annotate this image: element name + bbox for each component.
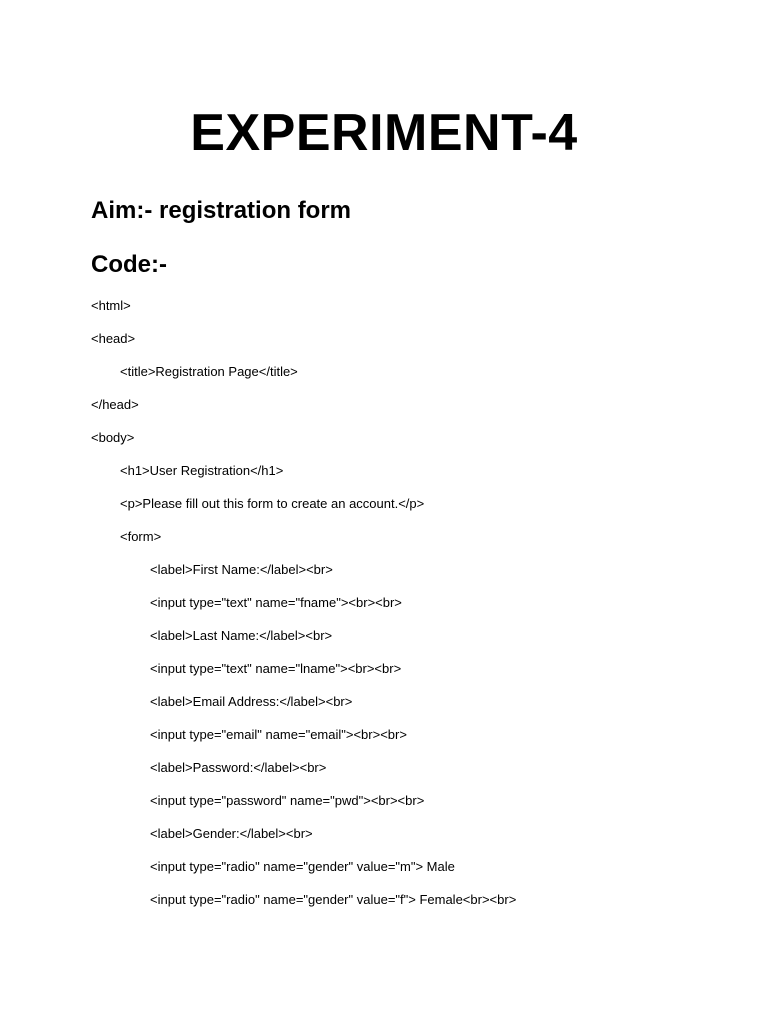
code-line: <label>Email Address:</label><br> xyxy=(150,694,353,709)
aim-text: registration form xyxy=(159,197,352,224)
code-line: <label>Last Name:</label><br> xyxy=(150,628,333,643)
code-line: <input type="text" name="lname"><br><br> xyxy=(150,661,402,676)
code-line: <label>Gender:</label><br> xyxy=(150,826,313,841)
code-line: <input type="radio" name="gender" value="f"> Female<br><br> xyxy=(150,892,517,907)
code-line: <body> xyxy=(91,430,135,445)
code-line: <label>First Name:</label><br> xyxy=(150,562,333,577)
page-title: EXPERIMENT-4 xyxy=(190,104,578,162)
code-line: <form> xyxy=(120,529,162,544)
code-line: <label>Password:</label><br> xyxy=(150,760,327,775)
code-line: <p>Please fill out this form to create an account.</p> xyxy=(120,496,425,511)
aim-heading xyxy=(91,196,351,226)
code-heading: Code:- xyxy=(91,251,167,278)
code-line: <html> xyxy=(91,298,131,313)
code-line: <input type="email" name="email"><br><br> xyxy=(150,727,407,742)
code-line: <head> xyxy=(91,331,136,346)
code-line: <h1>User Registration</h1> xyxy=(120,463,284,478)
code-line: <title>Registration Page</title> xyxy=(120,364,298,379)
code-listing xyxy=(0,295,768,922)
code-line: <input type="radio" name="gender" value="m"> Male xyxy=(150,859,455,874)
code-line: <input type="text" name="fname"><br><br> xyxy=(150,595,402,610)
code-line: <input type="password" name="pwd"><br><br> xyxy=(150,793,425,808)
aim-label: Aim:- xyxy=(91,197,153,224)
code-line: </head> xyxy=(91,397,139,412)
